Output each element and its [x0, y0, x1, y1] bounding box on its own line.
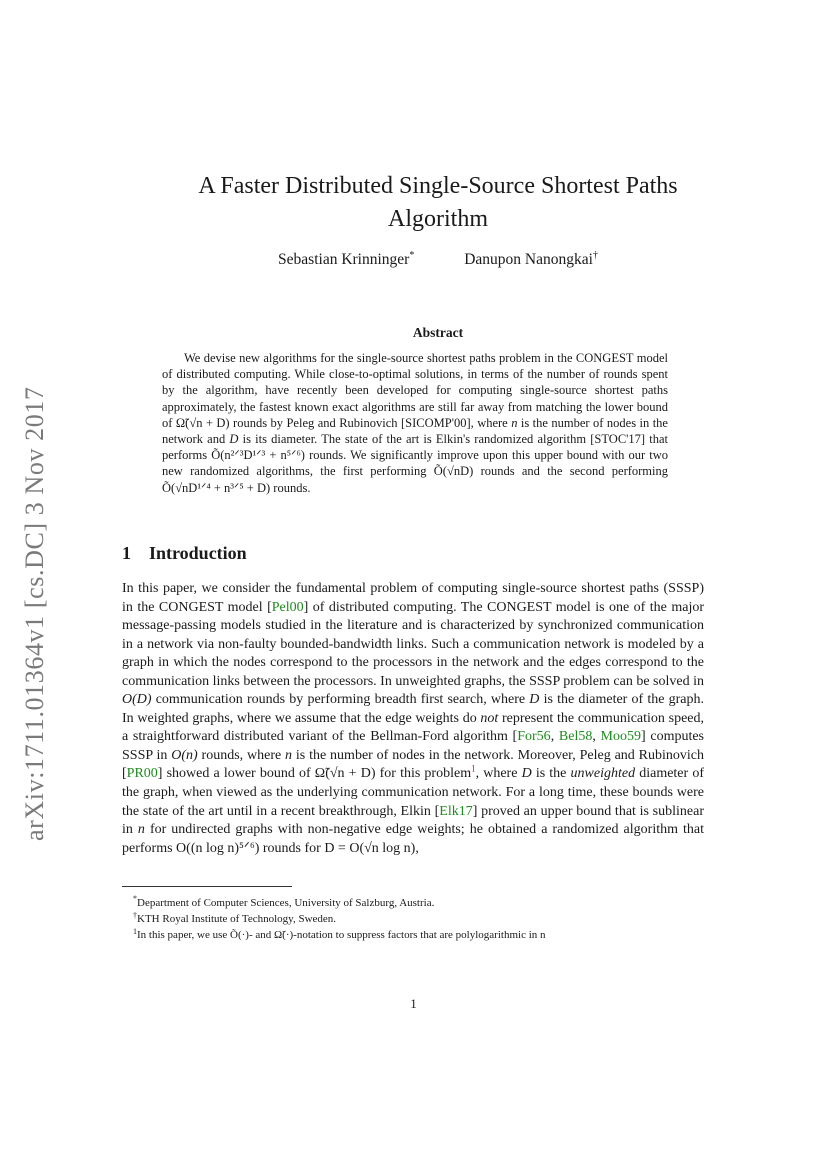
citation-link-moo59[interactable]: Moo59 [600, 729, 641, 745]
abstract-text-1: We devise new algorithms for the single-source shortest paths problem in the CONGEST model of distributed computing. While close-to-optimal solutions, in terms of the number of rounds spent by the algorithm, have recently been developed for computing single-source shortest paths approximately, the fastest known exact algorithms are still far away from matching the lower bound of [162, 351, 668, 430]
paper-title-line-1: A Faster Distributed Single-Source Shortest Paths [198, 173, 678, 199]
intro-text-9: ] showed a lower bound of [157, 766, 315, 782]
citation-link-bel58[interactable]: Bel58 [558, 729, 593, 745]
intro-text-8: is the number of nodes in the network. Moreover, Peleg and Rubinovich [ [122, 747, 704, 782]
footnote-text-2: KTH Royal Institute of Technology, Sweden. [137, 913, 337, 926]
paper-title [120, 170, 756, 236]
abstract-body [162, 350, 668, 496]
citation-link-for56[interactable]: For56 [517, 729, 551, 745]
abstract-lower-bound: Ω̃(√n + D) [175, 415, 230, 430]
intro-text-4: is the diameter of the graph. In weighted graphs, where we assume that the edge weights do [122, 692, 704, 726]
page-number: 1 [410, 996, 417, 1011]
intro-text-16: rounds for [259, 840, 325, 856]
intro-text-11: , where [475, 766, 522, 782]
intro-text-7: rounds, where [197, 747, 286, 763]
intro-emphasis-unweighted: unweighted [570, 766, 636, 782]
footnote-affiliation-2 [133, 910, 704, 927]
arxiv-identifier-stamp [18, 365, 54, 845]
intro-text-15: for undirected graphs with non-negative edge weights; he obtained a randomized algorithm that performs [122, 822, 705, 856]
author-1-name: Sebastian Krinninger [278, 251, 410, 268]
abstract-second-bound: Õ(√nD¹ᐟ⁴ + n³ᐟ⁵ + D) [162, 480, 271, 495]
intro-var-d-2: D [521, 766, 532, 782]
abstract-text-4: is its diameter. The state of the art is Elkin's randomized algorithm [STOC'17] that performs [162, 432, 668, 463]
footnote-text-3: In this paper, we use Õ(·)- and Ω̃(·)-notation to suppress factors that are polylogarithmic in n [137, 929, 546, 942]
footnote-affiliation-1 [133, 894, 704, 911]
abstract-text-6: rounds and the second performing [473, 464, 668, 479]
footnotes [133, 894, 704, 944]
citation-separator-2: , [592, 729, 601, 745]
author-2 [464, 251, 598, 269]
citation-separator-1: , [550, 729, 559, 745]
abstract-var-n: n [511, 415, 518, 430]
intro-text-12: is the [531, 766, 571, 782]
intro-text-13: diameter of the graph, when viewed as the underlying communication network. For a long time, these bounds were the state of the art until in a recent breakthrough, Elkin [ [122, 766, 704, 819]
author-1-affiliation-mark: * [409, 249, 415, 261]
footnote-notation [133, 926, 704, 943]
intro-bound-on: O(n) [171, 747, 198, 763]
author-2-name: Danupon Nanongkai [464, 251, 593, 268]
intro-text-5: represent the communication speed, a straightforward distributed variant of the Bellman-Ford algorithm [ [122, 710, 704, 745]
citation-link-pr00[interactable]: PR00 [126, 766, 158, 782]
footnote-mark-2: † [133, 910, 137, 920]
footnote-mark-1: * [133, 894, 137, 904]
intro-var-n: n [285, 747, 293, 763]
section-heading-introduction [122, 543, 247, 564]
citation-link-pel00[interactable]: Pel00 [271, 599, 304, 615]
intro-text-14: ] proved an upper bound that is sublinear in [122, 803, 705, 838]
intro-text-6: ] computes SSSP in [122, 729, 705, 763]
footnote-mark-3: 1 [133, 926, 137, 936]
section-title: Introduction [149, 543, 247, 563]
intro-emphasis-not: not [480, 710, 499, 726]
author-list [120, 251, 756, 269]
intro-elkin-bound: O((n log n)⁵ᐟ⁶) [176, 840, 260, 856]
intro-text-2: ] of distributed computing. The CONGEST model is one of the major message-passing models studied in the literature and is characterized by synchronized communication in a network via non-faulty bounded-bandwidth links. Such a communication network is modeled by a graph in which the nodes correspond to the processors in the network and the edges correspond to the communication links between the processors. In unweighted graphs, the SSSP problem can be solved in [122, 599, 704, 689]
abstract-var-d: D [229, 432, 239, 447]
abstract-text-5: rounds. We significantly improve upon this upper bound with our two new randomized algorithms, the first performing [162, 448, 668, 479]
abstract-first-bound: Õ(√nD) [433, 464, 474, 479]
footnote-ref-1[interactable]: 1 [471, 763, 476, 774]
abstract-text-3: is the number of nodes in the network and [162, 415, 668, 447]
intro-text-1: In this paper, we consider the fundamental problem of computing single-source shortest paths (SSSP) in the CONGEST model [ [122, 581, 704, 615]
author-2-affiliation-mark: † [592, 249, 598, 261]
intro-lower-bound: Ω̃(√n + D) [314, 766, 376, 782]
intro-text-10: for this problem [375, 766, 472, 782]
intro-bound-od: O(D) [122, 692, 152, 708]
citation-link-elk17[interactable]: Elk17 [439, 803, 473, 819]
abstract-heading: Abstract [412, 325, 464, 340]
arxiv-identifier-text: arXiv:1711.01364v1 [cs.DC] 3 Nov 2017 [20, 386, 49, 841]
abstract-text-2: rounds by Peleg and Rubinovich [SICOMP'00], where [229, 415, 512, 430]
intro-diameter-bound: D = O(√n log n), [324, 840, 419, 856]
paper-title-line-2: Algorithm [388, 206, 488, 232]
section-number: 1 [122, 543, 131, 563]
intro-var-d: D [529, 692, 540, 708]
intro-var-n-2: n [137, 822, 145, 838]
author-1 [278, 251, 414, 269]
intro-text-3: communication rounds by performing breadth first search, where [151, 692, 530, 708]
abstract-elkin-bound: Õ(n²ᐟ³D¹ᐟ³ + n⁵ᐟ⁶) [211, 448, 305, 463]
footnote-text-1: Department of Computer Sciences, University of Salzburg, Austria. [137, 897, 435, 909]
abstract-text-7: rounds. [270, 480, 311, 495]
footnote-divider [122, 886, 292, 887]
introduction-paragraph [122, 580, 704, 858]
